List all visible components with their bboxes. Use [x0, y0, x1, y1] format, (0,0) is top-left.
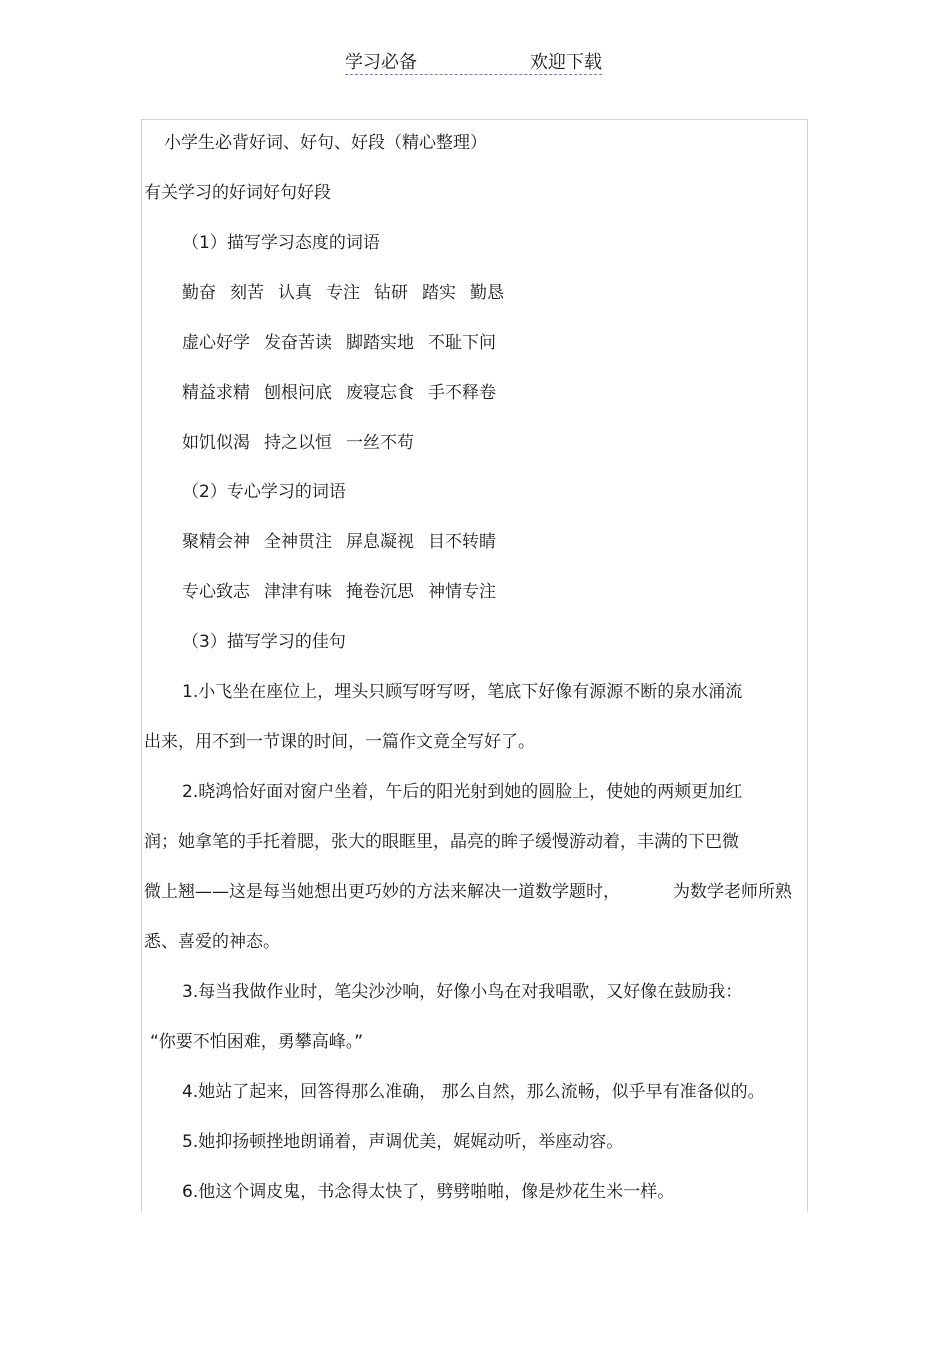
sentence-line: 润；她拿笔的手托着腮，张大的眼眶里，晶亮的眸子缓慢游动着，丰满的下巴微: [144, 832, 739, 852]
header-left-text: 学习必备: [345, 52, 417, 73]
sentence-line: 微上翘——这是每当她想出更巧妙的方法来解决一道数学题时，: [144, 882, 620, 902]
sentence-line: 4.她站了起来，回答得那么准确， 那么自然，那么流畅，似乎早有准备似的。: [182, 1082, 765, 1102]
word-item: 屏息凝视: [346, 532, 414, 552]
word-item: 勤恳: [470, 283, 504, 303]
word-item: 全神贯注: [264, 532, 332, 552]
word-item: 聚精会神: [182, 532, 250, 552]
word-item: 脚踏实地: [346, 333, 414, 353]
sentence-line: 6.他这个调皮鬼，书念得太快了，劈劈啪啪，像是炒花生米一样。: [182, 1182, 675, 1202]
section-heading-2: （2）专心学习的词语: [182, 482, 346, 502]
sentence-line: 出来，用不到一节课的时间，一篇作文竟全写好了。: [144, 732, 535, 752]
word-item: 津津有味: [264, 582, 332, 602]
sentence-line: 为数学老师所熟: [673, 882, 792, 902]
word-item: 掩卷沉思: [346, 582, 414, 602]
section-heading-1: （1）描写学习态度的词语: [182, 233, 380, 253]
word-item: 刻苦: [230, 283, 264, 303]
word-item: 目不转睛: [428, 532, 496, 552]
sentence-line: 5.她抑扬顿挫地朗诵着，声调优美，娓娓动听，举座动容。: [182, 1132, 624, 1152]
word-item: 废寝忘食: [346, 383, 414, 403]
word-item: 钻研: [374, 283, 408, 303]
page-header: [345, 46, 602, 75]
word-item: 不耻下问: [428, 333, 496, 353]
word-item: 手不释卷: [428, 383, 496, 403]
document-subtitle: 有关学习的好词好句好段: [144, 183, 331, 203]
sentence-line: “你要不怕困难，勇攀高峰。”: [150, 1032, 364, 1052]
word-row: [182, 281, 504, 305]
word-item: 持之以恒: [264, 433, 332, 453]
section-heading-3: （3）描写学习的佳句: [182, 632, 346, 652]
word-item: 如饥似渴: [182, 433, 250, 453]
word-row: [182, 431, 414, 455]
word-row: [182, 530, 496, 554]
word-item: 发奋苦读: [264, 333, 332, 353]
word-row: [182, 331, 496, 355]
document-title: 小学生必背好词、好句、好段（精心整理）: [164, 133, 487, 153]
word-item: 勤奋: [182, 283, 216, 303]
word-item: 虚心好学: [182, 333, 250, 353]
sentence-line: 悉、喜爱的神态。: [144, 932, 280, 952]
word-item: 专注: [326, 283, 360, 303]
word-item: 精益求精: [182, 383, 250, 403]
word-item: 踏实: [422, 283, 456, 303]
word-item: 一丝不苟: [346, 433, 414, 453]
word-item: 神情专注: [428, 582, 496, 602]
word-item: 认真: [278, 283, 312, 303]
sentence-line: 2.晓鸿恰好面对窗户坐着，午后的阳光射到她的圆脸上，使她的两颊更加红: [182, 782, 743, 802]
word-item: 专心致志: [182, 582, 250, 602]
header-right-text: 欢迎下载: [530, 52, 602, 73]
sentence-line: 3.每当我做作业时，笔尖沙沙响，好像小鸟在对我唱歌，又好像在鼓励我：: [182, 982, 743, 1002]
sentence-line: 1.小飞坐在座位上，埋头只顾写呀写呀，笔底下好像有源源不断的泉水涌流: [182, 682, 743, 702]
word-row: [182, 580, 496, 604]
word-item: 刨根问底: [264, 383, 332, 403]
word-row: [182, 381, 496, 405]
